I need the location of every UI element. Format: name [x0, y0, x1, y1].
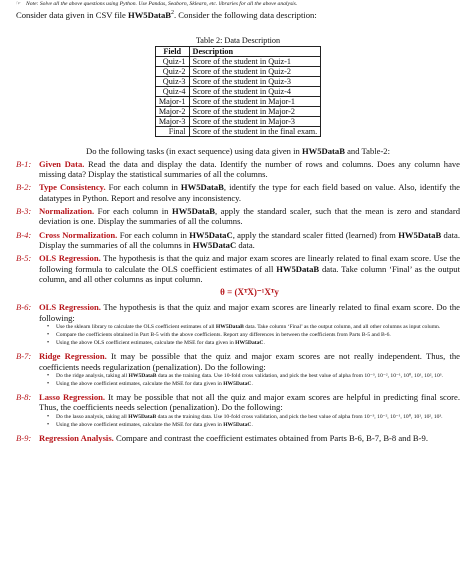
header-field: Field [155, 46, 189, 56]
task-text: For each column in [94, 206, 173, 217]
task-text: For each column in [105, 182, 181, 193]
task-body [39, 159, 460, 180]
note-text: Note: Solve all the above questions using Python. Use Pandas, Seaborn, Sklearn, etc. libraries for all the above analysis. [26, 1, 298, 7]
table-row [155, 106, 320, 116]
task-body [39, 351, 460, 389]
cell-field: Quiz-1 [155, 56, 189, 66]
list-item [47, 381, 460, 388]
cell-description: Score of the student in Major-3 [189, 116, 321, 126]
footnote-mark: 2 [171, 10, 174, 16]
task-file: HW5DataB [398, 229, 442, 240]
list-item [47, 422, 460, 429]
task-id: B-2: [16, 182, 32, 193]
table-caption: Table 2: Data Description [195, 35, 281, 45]
subtask-list [39, 414, 460, 429]
task-body [39, 392, 460, 430]
task-b6 [16, 302, 460, 348]
note-line [16, 0, 460, 8]
cell-description: Score of the student in Major-2 [189, 106, 321, 116]
task-b5 [16, 253, 460, 299]
table-row [155, 86, 320, 96]
task-b9 [16, 433, 460, 443]
item-text: . [251, 421, 253, 428]
cell-description: Score of the student in Major-1 [189, 96, 321, 106]
task-b4 [16, 230, 460, 251]
task-text: The hypothesis is that the quiz and major exam scores are linearly related to final exam score. Do the following: [39, 302, 460, 323]
item-file: HW5DataC [223, 421, 252, 428]
cell-field: Major-1 [155, 96, 189, 106]
tasks-intro-suffix: and Table-2: [344, 145, 390, 156]
item-text: Do the ridge analysis, taking all [56, 372, 129, 379]
tasks-intro-file: HW5DataB [301, 145, 345, 156]
subtask-list [39, 324, 460, 347]
item-text: data. Take column ‘Final’ as the output column, and all other columns as input column. [243, 324, 441, 331]
hand-pointer-icon: ☞ [16, 1, 22, 7]
intro-prefix: Consider data given in CSV file [16, 9, 129, 20]
cell-description: Score of the student in Quiz-1 [189, 56, 321, 66]
task-body [39, 253, 460, 299]
cell-description: Score of the student in the final exam. [189, 126, 321, 136]
item-text: . [251, 380, 253, 387]
task-title: Lasso Regression. [39, 392, 106, 403]
item-text: Do the lasso analysis, taking all [56, 413, 129, 420]
task-file: HW5DataC [192, 239, 237, 250]
item-text: data as the training data. Use 10-fold cross validation, and pick the best value of alpha from 10⁻³, 10⁻², 10⁻¹, 10⁰, 10¹, 10², 10³. [156, 413, 443, 420]
table-row [155, 76, 320, 86]
header-description: Description [189, 46, 321, 56]
task-text: data. Take column ‘Final’ as the output column, and all other columns as input column. [39, 263, 460, 284]
item-file: HW5DataC [223, 380, 252, 387]
task-body [39, 230, 460, 251]
task-b8 [16, 392, 460, 430]
task-text: Compare and contrast the coefficient estimates obtained from Parts B-6, B-7, B-8 and B-9. [113, 432, 428, 443]
table-row [155, 56, 320, 66]
item-text: Using the above OLS coefficient estimates, calculate the MSE for data given in [56, 340, 236, 347]
task-b3 [16, 206, 460, 227]
task-title: Type Consistency. [39, 182, 106, 193]
item-text: Use the sklearn library to calculate the OLS coefficient estimates of all [56, 324, 216, 331]
item-file: HW5DataB [215, 324, 244, 331]
intro-file: HW5DataB [128, 9, 171, 20]
task-b2 [16, 182, 460, 203]
intro-suffix: . Consider the following data description: [174, 9, 317, 20]
task-text: Read the data and display the data. Identify the number of rows and columns. Does any column have missing data? Display the statistical summaries of all the columns. [39, 158, 460, 180]
task-text: It may be possible that not all the quiz and major exam scores are helpful in predicting final score. Thus, the coefficients needs selection (penalization). Do the following: [39, 392, 460, 413]
task-b1 [16, 159, 460, 180]
task-text: It may be possible that the quiz and major exam scores are not really independent. Thus, the coefficients needs regularization (penalization). Do the following: [39, 351, 460, 372]
cell-description: Score of the student in Quiz-2 [189, 66, 321, 76]
item-file: HW5DataB [128, 413, 157, 420]
task-title: Given Data. [39, 158, 85, 169]
item-text: Using the above coefficient estimates, calculate the MSE for data given in [56, 421, 224, 428]
cell-field: Major-3 [155, 116, 189, 126]
item-text: Compare the coefficients obtained in Part B-5 with the above coefficients. Report any differences in between the coefficients from Parts B-5 and B-6. [56, 332, 391, 339]
subtask-list [39, 373, 460, 388]
table-row [155, 126, 320, 136]
item-text: data as the training data. Use 10-fold cross validation, and pick the best value of alpha from 10⁻³, 10⁻², 10⁻¹, 10⁰, 10¹, 10², 10³. [156, 372, 443, 379]
cell-field: Quiz-2 [155, 66, 189, 76]
task-title: OLS Regression. [39, 302, 101, 313]
task-id: B-1: [16, 158, 32, 169]
list-item [47, 414, 460, 421]
task-file: HW5DataB [180, 182, 224, 193]
task-text: , apply the standard scaler fitted (learned) from [232, 229, 399, 240]
task-id: B-6: [16, 302, 32, 313]
task-text: data. Display the summaries of all the columns in [39, 229, 460, 250]
table-row [155, 116, 320, 126]
task-id: B-9: [16, 432, 32, 443]
cell-description: Score of the student in Quiz-4 [189, 86, 321, 96]
task-title: Ridge Regression. [39, 351, 107, 362]
item-text: Using the above coefficient estimates, calculate the MSE for data given in [56, 380, 224, 387]
task-title: OLS Regression. [39, 253, 101, 264]
task-text: For each column in [117, 229, 190, 240]
table-row [155, 96, 320, 106]
task-text: data. [236, 239, 255, 250]
table-row [155, 66, 320, 76]
task-id: B-5: [16, 253, 32, 264]
task-body [39, 433, 460, 443]
item-file: HW5DataC [235, 340, 264, 347]
task-text: , apply the standard scaler, such that the mean is zero and standard deviation is one. Display the summaries of all the columns. [39, 206, 461, 227]
task-file: HW5DataC [189, 229, 233, 240]
task-body [39, 182, 460, 203]
ols-formula: θ = (XᵀX)⁻¹Xᵀy [220, 287, 279, 298]
task-id: B-7: [16, 351, 32, 362]
task-title: Regression Analysis. [39, 432, 114, 443]
tasks-intro-prefix: Do the following tasks (in exact sequence) using data given in [85, 145, 302, 156]
task-text: The hypothesis is that the quiz and major exam scores are linearly related to final exam score. Use the following formula to calculate the OLS coefficient estimates of all [39, 253, 461, 274]
list-item [47, 324, 460, 331]
cell-field: Quiz-4 [155, 86, 189, 96]
task-b7 [16, 351, 460, 389]
task-title: Normalization. [39, 206, 95, 217]
task-id: B-4: [16, 229, 32, 240]
table-header-row [155, 46, 320, 56]
list-item [47, 332, 460, 339]
task-body [39, 302, 460, 348]
tasks-intro [16, 146, 460, 156]
cell-description: Score of the student in Quiz-3 [189, 76, 321, 86]
task-file: HW5DataB [276, 263, 320, 274]
item-text: . [263, 340, 265, 347]
cell-field: Major-2 [155, 106, 189, 116]
task-text: , identify the type for each field based on value. Also, identify the datatypes in Python. Report and resolve any inconsistency. [39, 182, 460, 203]
task-body [39, 206, 460, 227]
list-item [47, 340, 460, 347]
item-file: HW5DataB [128, 372, 157, 379]
intro-paragraph [16, 8, 460, 20]
cell-field: Quiz-3 [155, 76, 189, 86]
task-id: B-8: [16, 392, 32, 403]
task-id: B-3: [16, 206, 32, 217]
task-title: Cross Normalization. [39, 229, 118, 240]
data-description-table [155, 46, 321, 137]
task-file: HW5DataB [172, 206, 215, 217]
list-item [47, 373, 460, 380]
cell-field: Final [155, 126, 189, 136]
